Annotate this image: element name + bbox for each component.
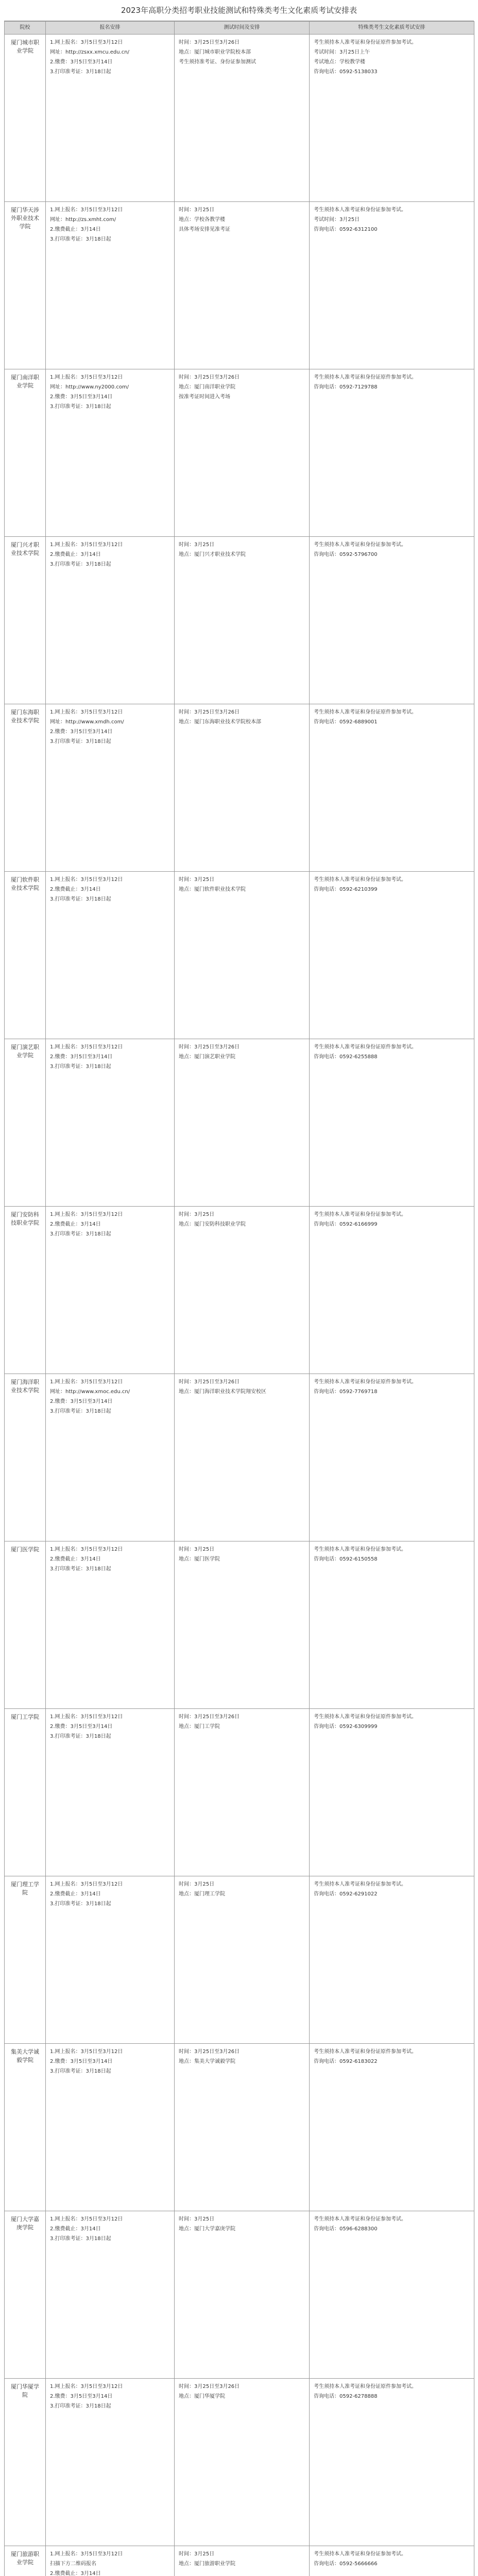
apply-cell <box>46 2044 175 2211</box>
special-line: 考生须持本人准考证和身份证原件参加考试。 <box>314 2384 417 2389</box>
apply-line: 1.网上报名：3月5日至3月12日 <box>50 1547 123 1552</box>
table-row <box>5 872 474 1039</box>
apply-line: 网址：http://zs.xmht.com/ <box>50 217 116 223</box>
apply-line: 3.打印准考证：3月18日起 <box>50 739 111 744</box>
exam-line: 具体考场安排见准考证 <box>179 227 230 232</box>
apply-cell <box>46 2379 175 2546</box>
exam-cell <box>175 35 310 202</box>
exam-line: 按准考证时间进入考场 <box>179 394 230 400</box>
special-cell <box>310 704 474 872</box>
exam-line: 时间：3月25日 <box>179 1212 215 1217</box>
school-name: 厦门城市职业学院 <box>5 35 46 202</box>
special-cell <box>310 1039 474 1207</box>
special-line: 考生须持本人准考证和身份证参加考试。 <box>314 877 406 883</box>
apply-line: 2.缴费：3月5日至3月14日 <box>50 1399 113 1404</box>
exam-line: 时间：3月25日 <box>179 2551 215 2557</box>
apply-line: 2.缴费截止：3月14日 <box>50 2571 101 2576</box>
apply-line: 2.缴费截止：3月14日 <box>50 2226 101 2232</box>
apply-line: 网址：http://www.xmdh.com/ <box>50 719 124 725</box>
exam-cell <box>175 1709 310 1876</box>
apply-cell <box>46 1541 175 1709</box>
table-row <box>5 2044 474 2211</box>
apply-line: 2.缴费截止：3月14日 <box>50 552 101 557</box>
special-line: 考试时间：3月25日 <box>314 217 360 223</box>
apply-cell <box>46 369 175 537</box>
table-row <box>5 2211 474 2379</box>
special-line: 考试时间：3月25日上午 <box>314 49 370 55</box>
special-line: 咨询电话：0592-6278888 <box>314 2394 378 2399</box>
exam-line: 地点：厦门安防科技职业学院 <box>179 1222 246 1227</box>
exam-line: 时间：3月25日 <box>179 207 215 213</box>
special-cell <box>310 35 474 202</box>
special-line: 考生须持本人准考证和身份证参加考试。 <box>314 207 406 213</box>
table-row <box>5 1374 474 1541</box>
exam-line: 地点：厦门城市职业学院校本部 <box>179 49 251 55</box>
exam-line: 时间：3月25日至3月26日 <box>179 1714 240 1720</box>
table-row <box>5 35 474 202</box>
apply-line: 2.缴费：3月5日至3月14日 <box>50 2059 113 2064</box>
special-line: 咨询电话：0592-5796700 <box>314 552 378 557</box>
apply-line: 3.打印准考证：3月18日起 <box>50 562 111 567</box>
apply-line: 2.缴费：3月5日至3月14日 <box>50 59 113 65</box>
apply-line: 3.打印准考证：3月18日起 <box>50 2403 111 2409</box>
exam-line: 时间：3月25日 <box>179 877 215 883</box>
header-special: 特殊类考生文化素质考试安排 <box>310 22 474 35</box>
special-cell <box>310 1207 474 1374</box>
school-name: 厦门理工学院 <box>5 1876 46 2044</box>
school-name: 厦门南洋职业学院 <box>5 369 46 537</box>
special-line: 咨询电话：0592-5666666 <box>314 2561 378 2567</box>
school-name: 厦门东海职业技术学院 <box>5 704 46 872</box>
special-line: 咨询电话：0592-6309999 <box>314 1724 378 1730</box>
special-line: 考生须持本人准考证和身份证原件参加考试。 <box>314 1379 417 1385</box>
header-school: 院校 <box>5 22 46 35</box>
apply-line: 网址：http://www.xmoc.edu.cn/ <box>50 1389 130 1395</box>
special-cell <box>310 369 474 537</box>
apply-line: 1.网上报名：3月5日至3月12日 <box>50 1379 123 1385</box>
apply-cell <box>46 704 175 872</box>
apply-line: 2.缴费：3月5日至3月14日 <box>50 2394 113 2399</box>
apply-line: 3.打印准考证：3月18日起 <box>50 404 111 410</box>
special-line: 咨询电话：0592-6889001 <box>314 719 378 725</box>
table-row <box>5 1876 474 2044</box>
special-cell <box>310 2211 474 2379</box>
special-line: 考生须持本人准考证和身份证原件参加考试。 <box>314 375 417 380</box>
apply-line: 2.缴费截止：3月14日 <box>50 1891 101 1897</box>
special-line: 考生须持本人准考证和身份证参加考试。 <box>314 2551 406 2557</box>
exam-line: 时间：3月25日至3月26日 <box>179 375 240 380</box>
special-line: 考生须持本人准考证和身份证原件参加考试。 <box>314 2049 417 2055</box>
school-name: 厦门华天涉外职业技术学院 <box>5 202 46 369</box>
special-line: 考生须持本人准考证和身份证原件参加考试。 <box>314 1044 417 1050</box>
special-cell <box>310 1541 474 1709</box>
apply-cell <box>46 1207 175 1374</box>
special-cell <box>310 1709 474 1876</box>
exam-line: 时间：3月25日 <box>179 2216 215 2222</box>
exam-cell <box>175 1374 310 1541</box>
special-cell <box>310 872 474 1039</box>
apply-line: 1.网上报名：3月5日至3月12日 <box>50 1044 123 1050</box>
special-cell <box>310 537 474 704</box>
apply-line: 3.打印准考证：3月18日起 <box>50 1064 111 1070</box>
exam-cell <box>175 1876 310 2044</box>
exam-line: 地点：厦门华厦学院 <box>179 2394 225 2399</box>
table-row <box>5 537 474 704</box>
school-name: 厦门华厦学院 <box>5 2379 46 2546</box>
apply-line: 2.缴费截止：3月14日 <box>50 887 101 892</box>
apply-line: 3.打印准考证：3月18日起 <box>50 1901 111 1907</box>
exam-line: 时间：3月25日至3月26日 <box>179 709 240 715</box>
school-name: 厦门工学院 <box>5 1709 46 1876</box>
exam-cell <box>175 1039 310 1207</box>
table-row <box>5 704 474 872</box>
apply-line: 3.打印准考证：3月18日起 <box>50 69 111 75</box>
special-line: 咨询电话：0592-6166999 <box>314 1222 378 1227</box>
exam-line: 时间：3月25日 <box>179 542 215 548</box>
exam-line: 地点：厦门兴才职业技术学院 <box>179 552 246 557</box>
exam-line: 地点：厦门旅游职业学院 <box>179 2561 235 2567</box>
apply-line: 3.打印准考证：3月18日起 <box>50 2236 111 2242</box>
special-line: 考生须持本人准考证和身份证参加考试。 <box>314 542 406 548</box>
exam-cell <box>175 2379 310 2546</box>
exam-cell <box>175 202 310 369</box>
exam-line: 时间：3月25日至3月26日 <box>179 2049 240 2055</box>
special-line: 咨询电话：0592-6150558 <box>314 1556 378 1562</box>
exam-cell <box>175 704 310 872</box>
exam-line: 地点：厦门医学院 <box>179 1556 220 1562</box>
apply-line: 2.缴费截止：3月14日 <box>50 1556 101 1562</box>
apply-line: 1.网上报名：3月5日至3月12日 <box>50 1212 123 1217</box>
apply-cell <box>46 1709 175 1876</box>
special-line: 考生须持本人准考证和身份证参加考试。 <box>314 1882 406 1887</box>
header-exam: 测试时间及安排 <box>175 22 310 35</box>
exam-line: 时间：3月25日 <box>179 1882 215 1887</box>
apply-line: 1.网上报名：3月5日至3月12日 <box>50 1882 123 1887</box>
school-name: 厦门旅游职业学院 <box>5 2546 46 2576</box>
apply-cell <box>46 537 175 704</box>
apply-line: 3.打印准考证：3月18日起 <box>50 236 111 242</box>
special-line: 考生须持本人准考证和身份证原件参加考试。 <box>314 1714 417 1720</box>
exam-cell <box>175 369 310 537</box>
exam-line: 地点：厦门海洋职业技术学院翔安校区 <box>179 1389 266 1395</box>
special-cell <box>310 202 474 369</box>
exam-line: 时间：3月25日至3月26日 <box>179 1044 240 1050</box>
special-line: 咨询电话：0596-6288300 <box>314 2226 378 2232</box>
table-row <box>5 1541 474 1709</box>
table-row <box>5 2546 474 2576</box>
special-line: 考生须持本人准考证和身份证原件参加考试。 <box>314 709 417 715</box>
exam-line: 时间：3月25日至3月26日 <box>179 2384 240 2389</box>
special-line: 考生须持本人准考证和身份证参加考试。 <box>314 2216 406 2222</box>
school-name: 集美大学诚毅学院 <box>5 2044 46 2211</box>
apply-cell <box>46 1039 175 1207</box>
apply-line: 2.缴费截止：3月14日 <box>50 1222 101 1227</box>
apply-line: 1.网上报名：3月5日至3月12日 <box>50 375 123 380</box>
apply-line: 1.网上报名：3月5日至3月12日 <box>50 2384 123 2389</box>
apply-line: 1.网上报名：3月5日至3月12日 <box>50 709 123 715</box>
apply-line: 2.缴费：3月5日至3月14日 <box>50 1724 113 1730</box>
apply-line: 1.网上报名：3月5日至3月12日 <box>50 40 123 45</box>
apply-line: 3.打印准考证：3月18日起 <box>50 1231 111 1237</box>
exam-line: 时间：3月25日至3月26日 <box>179 1379 240 1385</box>
special-cell <box>310 1374 474 1541</box>
apply-cell <box>46 872 175 1039</box>
special-cell <box>310 2379 474 2546</box>
apply-cell <box>46 1374 175 1541</box>
apply-line: 1.网上报名：3月5日至3月12日 <box>50 877 123 883</box>
school-name: 厦门大学嘉庚学院 <box>5 2211 46 2379</box>
table-body <box>5 35 474 2576</box>
special-line: 咨询电话：0592-7129788 <box>314 384 378 390</box>
special-line: 咨询电话：0592-6255888 <box>314 1054 378 1060</box>
school-name: 厦门兴才职业技术学院 <box>5 537 46 704</box>
header-apply: 报名安排 <box>46 22 175 35</box>
special-line: 咨询电话：0592-7769718 <box>314 1389 378 1395</box>
exam-cell <box>175 2211 310 2379</box>
special-line: 考生须持本人准考证和身份证参加考试。 <box>314 1547 406 1552</box>
apply-line: 1.网上报名：3月5日至3月12日 <box>50 1714 123 1720</box>
school-name: 厦门安防科技职业学院 <box>5 1207 46 1374</box>
apply-line: 3.打印准考证：3月18日起 <box>50 1566 111 1572</box>
exam-line: 地点：厦门软件职业技术学院 <box>179 887 246 892</box>
page-title: 2023年高职分类招考职业技能测试和特殊类考生文化素质考试安排表 <box>4 0 474 21</box>
table-row <box>5 2379 474 2546</box>
apply-cell <box>46 2211 175 2379</box>
special-cell <box>310 2044 474 2211</box>
apply-cell <box>46 1876 175 2044</box>
exam-cell <box>175 1541 310 1709</box>
apply-cell <box>46 202 175 369</box>
apply-line: 1.网上报名：3月5日至3月12日 <box>50 2049 123 2055</box>
exam-line: 地点：厦门南洋职业学院 <box>179 384 235 390</box>
exam-cell <box>175 2044 310 2211</box>
exam-line: 时间：3月25日 <box>179 1547 215 1552</box>
special-cell <box>310 1876 474 2044</box>
school-name: 厦门演艺职业学院 <box>5 1039 46 1207</box>
exam-cell <box>175 2546 310 2576</box>
apply-line: 2.缴费：3月5日至3月14日 <box>50 729 113 735</box>
exam-line: 地点：厦门东海职业技术学院校本部 <box>179 719 261 725</box>
apply-line: 网址：http://zsxx.xmcu.edu.cn/ <box>50 49 130 55</box>
special-line: 考试地点：学校教学楼 <box>314 59 365 65</box>
apply-line: 3.打印准考证：3月18日起 <box>50 2069 111 2074</box>
exam-line: 考生须持准考证、身份证参加测试 <box>179 59 256 65</box>
apply-cell <box>46 35 175 202</box>
special-line: 咨询电话：0592-6291022 <box>314 1891 378 1897</box>
exam-line: 地点：集美大学诚毅学院 <box>179 2059 235 2064</box>
school-name: 厦门海洋职业技术学院 <box>5 1374 46 1541</box>
apply-line: 1.网上报名：3月5日至3月12日 <box>50 542 123 548</box>
exam-line: 地点：厦门演艺职业学院 <box>179 1054 235 1060</box>
special-line: 咨询电话：0592-6312100 <box>314 227 378 232</box>
special-line: 咨询电话：0592-5138033 <box>314 69 378 75</box>
school-name: 厦门软件职业技术学院 <box>5 872 46 1039</box>
table-row <box>5 202 474 369</box>
apply-line: 1.网上报名：3月5日至3月12日 <box>50 2216 123 2222</box>
apply-line: 3.打印准考证：3月18日起 <box>50 896 111 902</box>
special-line: 咨询电话：0592-6210399 <box>314 887 378 892</box>
apply-line: 网址：http://www.ny2000.com/ <box>50 384 129 390</box>
table-row <box>5 1207 474 1374</box>
exam-line: 地点：厦门理工学院 <box>179 1891 225 1897</box>
schedule-table <box>4 21 474 2576</box>
school-name: 厦门医学院 <box>5 1541 46 1709</box>
apply-line: 2.缴费截止：3月14日 <box>50 227 101 232</box>
exam-line: 地点：学校各教学楼 <box>179 217 225 223</box>
apply-line: 3.打印准考证：3月18日起 <box>50 1734 111 1739</box>
special-cell <box>310 2546 474 2576</box>
table-row <box>5 369 474 537</box>
exam-line: 时间：3月25日至3月26日 <box>179 40 240 45</box>
exam-cell <box>175 537 310 704</box>
apply-line: 3.打印准考证：3月18日起 <box>50 1409 111 1414</box>
special-line: 考生须持本人准考证和身份证参加考试。 <box>314 1212 406 1217</box>
table-row <box>5 1039 474 1207</box>
exam-cell <box>175 872 310 1039</box>
exam-line: 地点：厦门工学院 <box>179 1724 220 1730</box>
table-row <box>5 1709 474 1876</box>
special-line: 考生须持本人准考证和身份证原件参加考试。 <box>314 40 417 45</box>
apply-line: 1.网上报名：3月5日至3月12日 <box>50 207 123 213</box>
apply-line: 2.缴费：3月5日至3月14日 <box>50 394 113 400</box>
table-header-row <box>5 22 474 35</box>
apply-line: 2.缴费：3月5日至3月14日 <box>50 1054 113 1060</box>
apply-line: 扫描下方二维码报名 <box>50 2561 96 2567</box>
apply-cell <box>46 2546 175 2576</box>
special-line: 咨询电话：0592-6183022 <box>314 2059 378 2064</box>
apply-line: 1.网上报名：3月5日至3月12日 <box>50 2551 123 2557</box>
exam-line: 地点：厦门大学嘉庚学院 <box>179 2226 235 2232</box>
exam-cell <box>175 1207 310 1374</box>
